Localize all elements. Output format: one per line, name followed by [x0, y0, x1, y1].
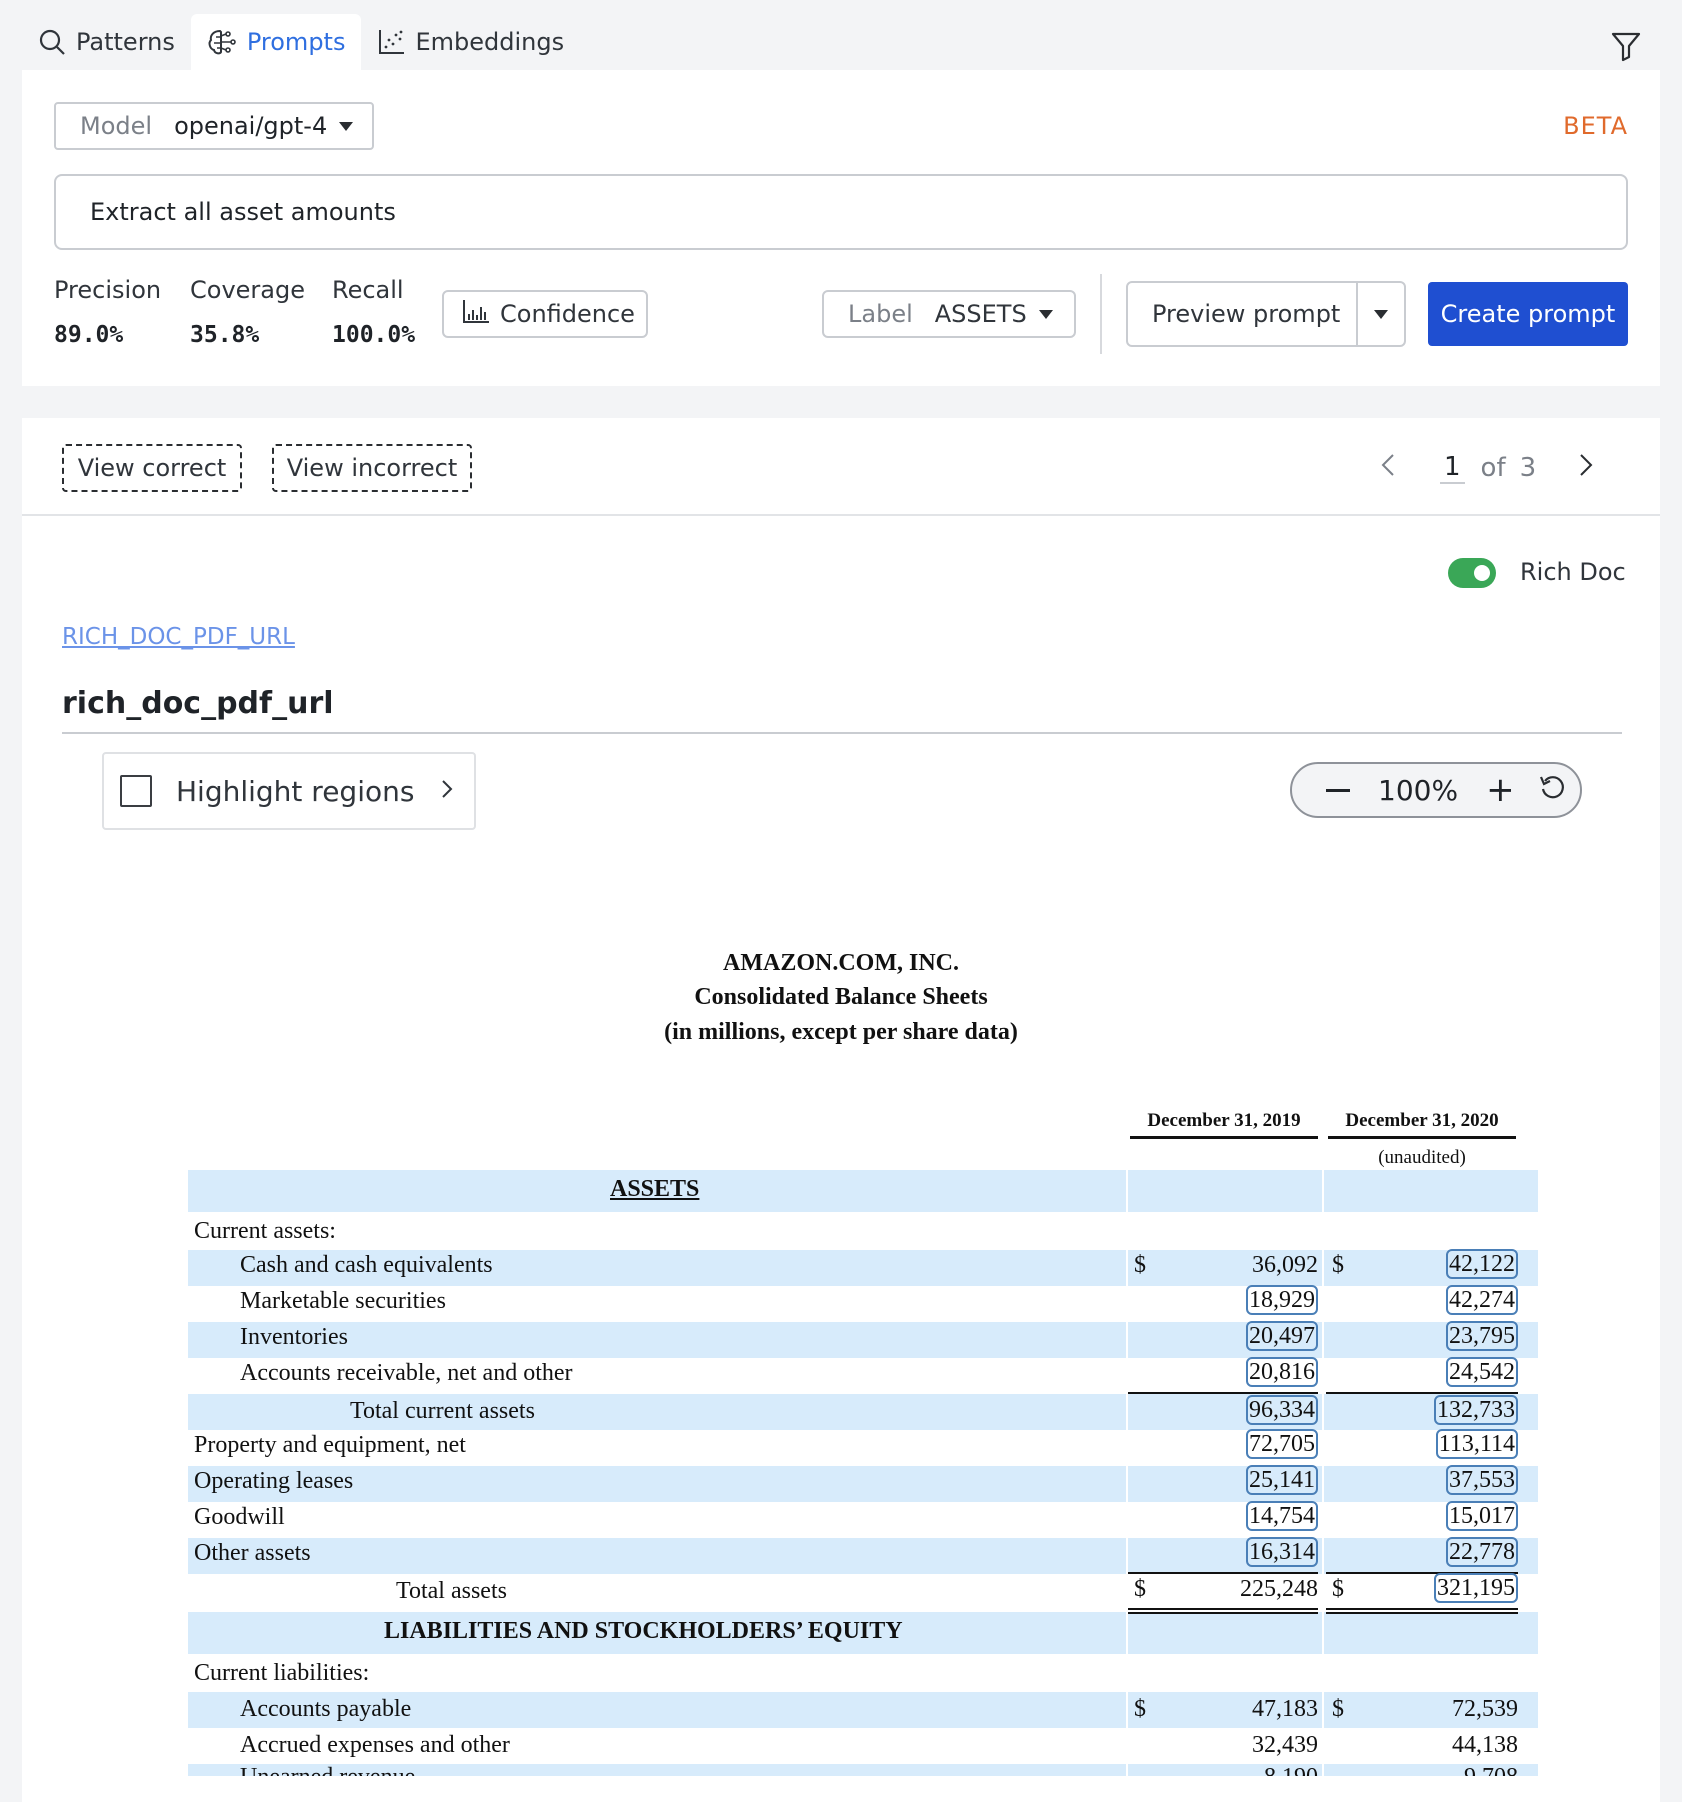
dollar-sign: $ — [1332, 1252, 1344, 1278]
underline — [1326, 1392, 1518, 1394]
tab-bar — [22, 14, 580, 70]
doc-subtitle: (in millions, except per share data) — [664, 1019, 1018, 1045]
row-label: Marketable securities — [240, 1288, 446, 1314]
label-label: Label — [848, 300, 913, 328]
row-label: Other assets — [194, 1540, 311, 1566]
metric-precision — [54, 276, 161, 348]
dollar-sign: $ — [1134, 1696, 1146, 1722]
page-of: of — [1480, 453, 1506, 483]
row-label: Property and equipment, net — [194, 1432, 466, 1458]
viewport-clip — [22, 1776, 1660, 1802]
value-2019: 36,092 — [1252, 1252, 1318, 1278]
metric-label: Coverage — [190, 276, 305, 304]
highlight-label: Highlight regions — [176, 774, 415, 808]
caret-down-icon — [1374, 310, 1388, 319]
extracted-value-2020[interactable]: 37,553 — [1446, 1465, 1518, 1495]
model-label: Model — [80, 112, 153, 140]
page-current[interactable]: 1 — [1440, 452, 1465, 484]
field-link[interactable]: RICH_DOC_PDF_URL — [62, 624, 295, 650]
row-label: Goodwill — [194, 1504, 285, 1530]
metric-value: 100.0% — [332, 322, 416, 348]
tab-label: Prompts — [246, 28, 346, 56]
row-label: Total current assets — [350, 1398, 535, 1424]
tab-embeddings[interactable] — [361, 14, 580, 70]
col-header-2019: December 31, 2019 — [1130, 1110, 1318, 1139]
row-band — [188, 1322, 1538, 1358]
extracted-value-2020[interactable]: 15,017 — [1446, 1501, 1518, 1531]
row-label: Accounts receivable, net and other — [240, 1360, 573, 1386]
value-2019: 47,183 — [1252, 1696, 1318, 1722]
doc-title: Consolidated Balance Sheets — [694, 984, 988, 1010]
metric-label: Precision — [54, 276, 162, 304]
caret-down-icon — [1039, 310, 1053, 319]
col-separator — [1322, 1170, 1324, 1776]
rich-doc-label: Rich Doc — [1520, 558, 1626, 586]
double-underline — [1326, 1608, 1518, 1614]
extracted-value-2019[interactable]: 25,141 — [1246, 1465, 1318, 1495]
preview-prompt-split-button — [1126, 281, 1406, 347]
preview-dropdown-button[interactable] — [1356, 283, 1404, 345]
zoom-level: 100% — [1378, 773, 1459, 807]
extracted-value-2020[interactable]: 42,274 — [1446, 1285, 1518, 1315]
search-icon — [38, 28, 66, 56]
row-label: Inventories — [240, 1324, 348, 1350]
extracted-value-2019[interactable]: 20,497 — [1246, 1321, 1318, 1351]
label-select[interactable] — [822, 290, 1076, 338]
liabilities-heading: LIABILITIES AND STOCKHOLDERS’ EQUITY — [384, 1618, 903, 1644]
view-correct-button[interactable]: View correct — [62, 444, 242, 492]
extracted-value-2020[interactable]: 23,795 — [1446, 1321, 1518, 1351]
value-2020: 44,138 — [1452, 1732, 1518, 1758]
dollar-sign: $ — [1134, 1576, 1146, 1602]
row-label: Accrued expenses and other — [240, 1732, 510, 1758]
extracted-value-2019[interactable]: 14,754 — [1246, 1501, 1318, 1531]
field-title: rich_doc_pdf_url — [62, 686, 334, 721]
tab-patterns[interactable] — [22, 14, 191, 70]
extracted-value-2019[interactable]: 16,314 — [1246, 1537, 1318, 1567]
zoom-in-button[interactable]: + — [1486, 770, 1515, 810]
row-band — [188, 1170, 1538, 1212]
dollar-sign: $ — [1332, 1576, 1344, 1602]
metric-value: 35.8% — [190, 322, 260, 348]
value-2019: 32,439 — [1252, 1732, 1318, 1758]
preview-prompt-button[interactable]: Preview prompt — [1152, 300, 1341, 328]
create-prompt-button[interactable]: Create prompt — [1428, 282, 1628, 346]
col-header-2020: December 31, 2020 — [1328, 1110, 1516, 1139]
value-2019: 225,248 — [1240, 1576, 1318, 1602]
value-2020: 72,539 — [1452, 1696, 1518, 1722]
section-label: Current liabilities: — [194, 1660, 370, 1686]
tab-prompts[interactable] — [191, 14, 362, 70]
pdf-document — [22, 418, 1660, 1802]
label-value: ASSETS — [934, 300, 1027, 328]
metric-value: 89.0% — [54, 322, 124, 348]
extracted-value-2020[interactable]: 132,733 — [1434, 1395, 1518, 1425]
underline — [1128, 1572, 1318, 1574]
page-total: 3 — [1519, 453, 1537, 483]
extracted-value-2020[interactable]: 24,542 — [1446, 1357, 1518, 1387]
extracted-value-2020[interactable]: 22,778 — [1446, 1537, 1518, 1567]
underline — [1128, 1392, 1318, 1394]
model-value: openai/gpt-4 — [174, 112, 328, 140]
view-incorrect-button[interactable]: View incorrect — [272, 444, 472, 492]
confidence-button[interactable] — [442, 290, 648, 338]
section-label: Current assets: — [194, 1218, 336, 1244]
extracted-value-2020[interactable]: 42,122 — [1446, 1249, 1518, 1279]
metric-label: Recall — [332, 276, 404, 304]
extracted-value-2020[interactable]: 113,114 — [1436, 1429, 1518, 1459]
prompt-input[interactable] — [54, 174, 1628, 250]
filter-icon[interactable] — [1610, 30, 1642, 66]
extracted-value-2019[interactable]: 20,816 — [1246, 1357, 1318, 1387]
tab-label: Patterns — [76, 28, 175, 56]
extracted-value-2019[interactable]: 72,705 — [1246, 1429, 1318, 1459]
row-label: Total assets — [396, 1578, 507, 1604]
brain-icon — [207, 28, 237, 56]
results-panel — [22, 418, 1660, 1802]
metric-coverage — [190, 276, 305, 348]
model-select[interactable] — [54, 102, 374, 150]
prompt-builder-panel — [22, 70, 1660, 386]
extracted-value-2019[interactable]: 18,929 — [1246, 1285, 1318, 1315]
row-label: Accounts payable — [240, 1696, 412, 1722]
divider — [1100, 274, 1102, 354]
col-note: (unaudited) — [1378, 1147, 1466, 1168]
assets-heading: ASSETS — [610, 1176, 700, 1202]
dollar-sign: $ — [1134, 1252, 1146, 1278]
row-band — [188, 1466, 1538, 1502]
caret-down-icon — [339, 122, 353, 131]
row-band — [188, 1538, 1538, 1574]
doc-company: AMAZON.COM, INC. — [723, 950, 959, 976]
scatter-icon — [377, 28, 405, 56]
extracted-value-2019[interactable]: 96,334 — [1246, 1395, 1318, 1425]
extracted-value-2020[interactable]: 321,195 — [1434, 1573, 1518, 1603]
tab-label: Embeddings — [415, 28, 565, 56]
row-label: Operating leases — [194, 1468, 354, 1494]
confidence-label: Confidence — [500, 300, 635, 328]
double-underline — [1128, 1608, 1318, 1614]
metric-recall — [332, 276, 415, 348]
beta-badge: BETA — [1563, 112, 1628, 140]
bar-chart-icon — [462, 298, 490, 330]
col-separator — [1126, 1170, 1128, 1776]
row-label: Cash and cash equivalents — [240, 1252, 493, 1278]
dollar-sign: $ — [1332, 1696, 1344, 1722]
